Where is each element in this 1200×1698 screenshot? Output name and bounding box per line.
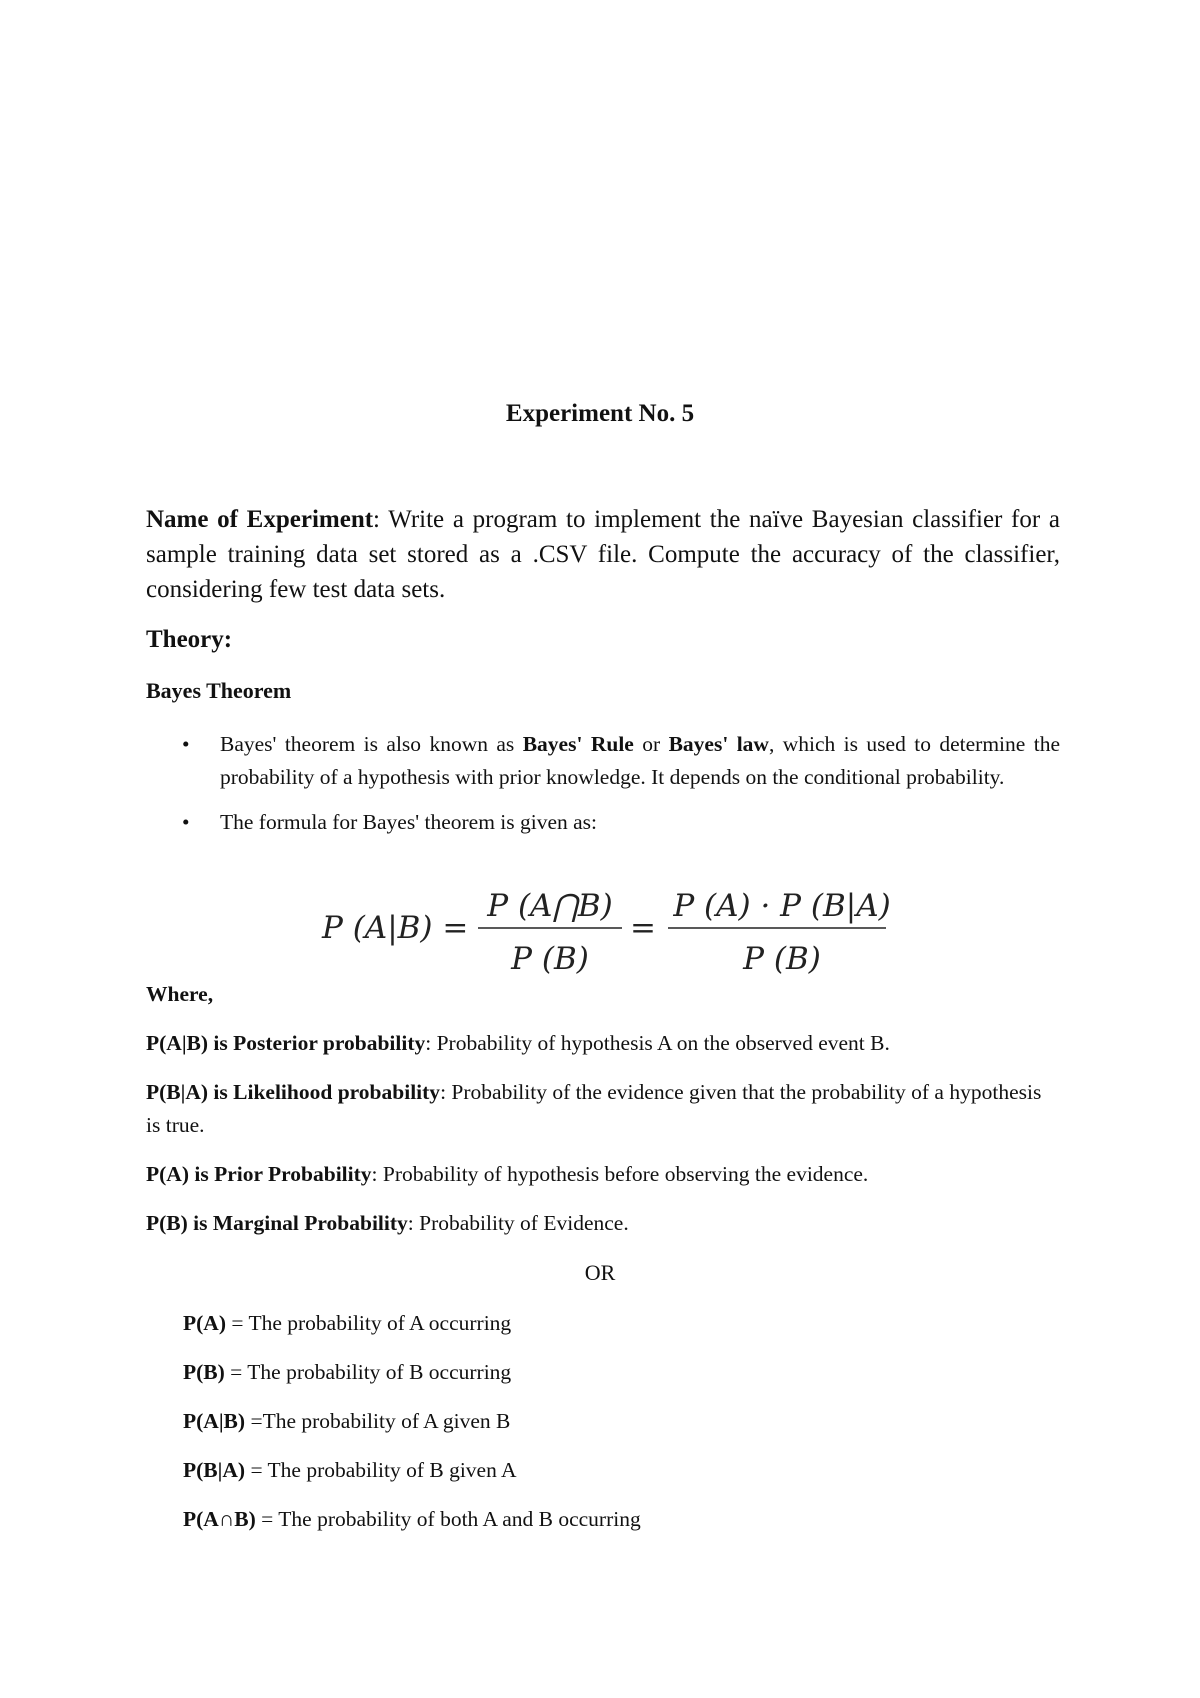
aim-label: Name of Experiment — [146, 506, 374, 533]
definition-term: P(A) is Prior Probability — [146, 1162, 372, 1186]
definition-term: P(B) is Marginal Probability — [146, 1211, 408, 1235]
list-term: P(A|B) — [183, 1409, 246, 1433]
bullet-marker: • — [182, 732, 190, 756]
definition-desc: : Probability of Evidence. — [407, 1211, 629, 1235]
list-term: P(B|A) — [183, 1458, 246, 1482]
theory-heading: Theory: — [146, 626, 233, 653]
bullet-term: Bayes' Rule — [522, 732, 634, 756]
bullet-term: Bayes' law — [668, 732, 769, 756]
page-title: Experiment No. 5 — [505, 400, 695, 427]
where-label: Where, — [146, 982, 214, 1006]
experiment-aim — [146, 502, 1060, 607]
bullet-marker: • — [182, 810, 190, 834]
formula-numerator-2: P (A) · P (B|A) — [673, 888, 891, 924]
list-item — [183, 1307, 1043, 1340]
bullet-text: Bayes' theorem is also known as — [220, 732, 523, 756]
definitions — [146, 978, 1060, 1256]
bayes-formula — [0, 886, 1200, 986]
definition-term: P(A|B) is Posterior probability — [146, 1031, 426, 1055]
definition-item — [146, 1076, 1060, 1142]
list-desc: = The probability of B given A — [245, 1458, 517, 1482]
formula-equals-2: = — [630, 910, 656, 946]
definition-desc: : Probability of the evidence given that the probability of a hypothesis is true. — [146, 1080, 1042, 1137]
or-separator: OR — [584, 1260, 616, 1285]
list-term: P(A) — [183, 1311, 226, 1335]
list-desc: =The probability of A given B — [245, 1409, 511, 1433]
section-heading: Bayes Theorem — [146, 678, 292, 703]
probability-list — [183, 1307, 1043, 1552]
list-item — [183, 1454, 1043, 1487]
definition-desc: : Probability of hypothesis A on the observed event B. — [425, 1031, 890, 1055]
bullet-text: , which is used to determine the probability of a hypothesis with prior knowledge. It depends on the conditional probability. — [220, 732, 1060, 789]
list-term: P(B) — [183, 1360, 225, 1384]
list-desc: = The probability of B occurring — [224, 1360, 512, 1384]
bullet-text: or — [633, 732, 669, 756]
formula-denominator-1: P (B) — [511, 941, 589, 977]
aim-text: Write a program to implement the naïve Bayesian classifier for a sample training data set stored as a .CSV file. Compute the accuracy of the classifier, considering few test data sets. — [146, 506, 1060, 603]
formula-lhs: P (A|B) = — [322, 910, 469, 946]
bullet-text: The formula for Bayes' theorem is given as: — [220, 810, 598, 834]
list-desc: = The probability of A occurring — [225, 1311, 512, 1335]
bullet-item — [146, 806, 1060, 839]
list-item — [183, 1405, 1043, 1438]
list-desc: = The probability of both A and B occurring — [255, 1507, 641, 1531]
definition-item — [146, 1207, 1060, 1240]
list-item — [183, 1503, 1043, 1536]
formula-numerator-1: P (A⋂B) — [487, 888, 613, 924]
aim-separator: : — [373, 506, 380, 533]
bullet-list — [146, 728, 1060, 851]
formula-denominator-2: P (B) — [743, 941, 821, 977]
bullet-item — [146, 728, 1060, 794]
definition-term: P(B|A) is Likelihood probability — [146, 1080, 441, 1104]
definition-desc: : Probability of hypothesis before observing the evidence. — [371, 1162, 869, 1186]
list-term: P(A∩B) — [183, 1507, 256, 1531]
definition-item — [146, 1027, 1060, 1060]
definition-item — [146, 1158, 1060, 1191]
list-item — [183, 1356, 1043, 1389]
